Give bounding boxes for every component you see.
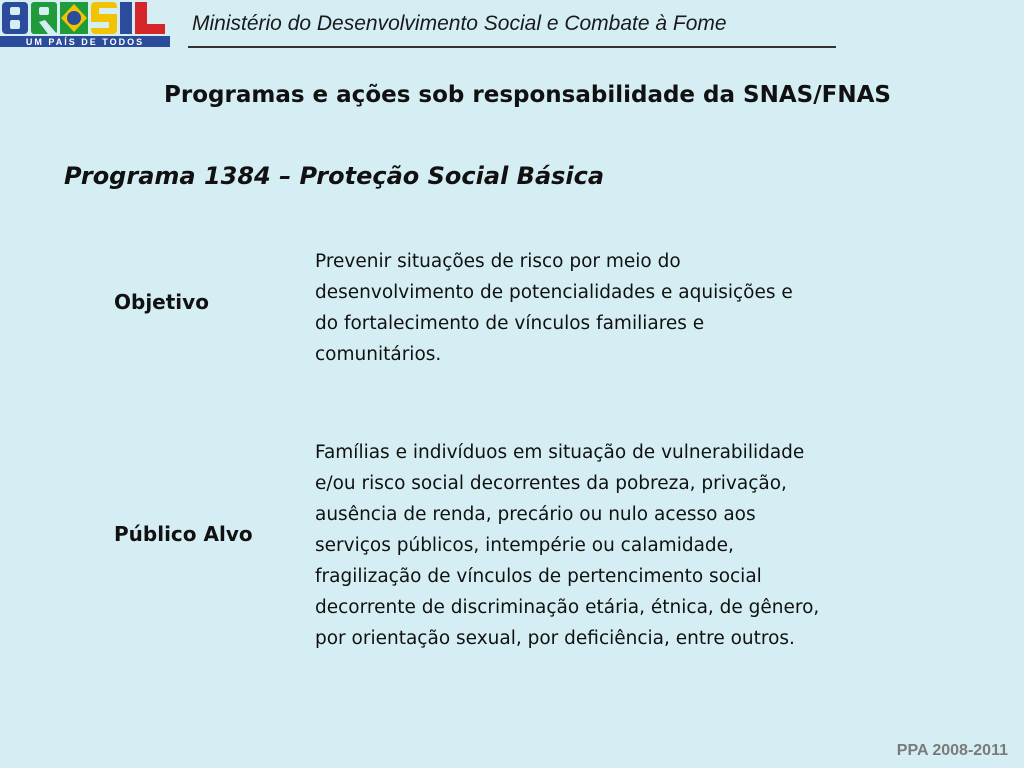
target-audience-line: por orientação sexual, por deficiência, entre outros. (315, 628, 795, 649)
target-audience-line: Famílias e indivíduos em situação de vulnerabilidade (315, 442, 805, 463)
objective-label: Objetivo (114, 290, 209, 314)
target-audience-line: decorrente de discriminação etária, étnica, de gênero, (315, 597, 820, 618)
target-audience-line: fragilização de vínculos de pertencimento social (315, 566, 762, 587)
objective-line: Prevenir situações de risco por meio do (315, 251, 681, 272)
target-audience-label: Público Alvo (114, 522, 253, 546)
target-audience-line: ausência de renda, precário ou nulo acesso aos (315, 504, 756, 525)
target-audience-line: serviços públicos, intempérie ou calamidade, (315, 535, 734, 556)
objective-line: desenvolvimento de potencialidades e aquisições e (315, 282, 793, 303)
ministry-name: Ministério do Desenvolvimento Social e Combate à Fome (192, 12, 727, 35)
slide-title: Programas e ações sob responsabilidade da SNAS/FNAS (164, 82, 891, 108)
objective-line: comunitários. (315, 344, 442, 365)
objective-line: do fortalecimento de vínculos familiares e (315, 313, 705, 334)
brasil-logo (0, 0, 170, 48)
target-audience-line: e/ou risco social decorrentes da pobreza, privação, (315, 473, 787, 494)
target-audience-text (315, 437, 895, 654)
program-title: Programa 1384 – Proteção Social Básica (64, 162, 605, 190)
objective-text (315, 246, 895, 370)
footer-ppa: PPA 2008-2011 (896, 742, 1008, 759)
svg-text:UM PAÍS DE TODOS: UM PAÍS DE TODOS (25, 37, 145, 47)
header-divider (188, 46, 836, 48)
